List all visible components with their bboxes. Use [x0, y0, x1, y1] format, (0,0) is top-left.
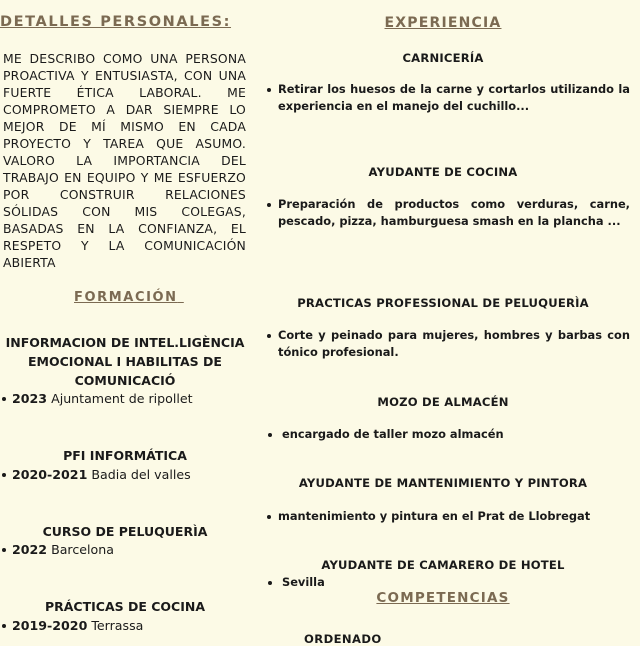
education-item-detail: 2022 Barcelona [2, 542, 114, 557]
job-description: Retirar los huesos de la carne y cortarlos utilizando la experiencia en el manejo del cuchillo... [278, 81, 630, 115]
personal-details-title: DETALLES PERSONALES: [0, 14, 232, 30]
job-description: mantenimiento y pintura en el Prat de Llobregat [278, 508, 630, 525]
job-title: CARNICERÍA [402, 51, 484, 65]
job-title: PRACTICAS PROFESSIONAL DE PELUQUERÌA [297, 296, 589, 310]
job-title: AYUDANTE DE CAMARERO DE HOTEL [321, 558, 565, 572]
job-title: AYUDANTE DE MANTENIMIENTO Y PINTORA [298, 476, 588, 490]
skills-title: COMPETENCIAS [376, 590, 510, 606]
education-item-title: PFI INFORMÁTICA [63, 448, 187, 463]
education-title: FORMACIÓN [74, 290, 178, 305]
education-item-detail: 2023 Ajuntament de ripollet [2, 391, 193, 406]
skill-item: ORDENADO [304, 632, 382, 646]
job-description: Corte y peinado para mujeres, hombres y barbas con tónico profesional. [278, 327, 630, 361]
education-item-title: PRÁCTICAS DE COCINA [44, 599, 206, 614]
education-item-detail: 2019-2020 Terrassa [2, 618, 143, 633]
education-item-detail: 2020-2021 Badia del valles [2, 467, 191, 482]
education-item-title: INFORMACION DE INTEL.LIGÈNCIA EMOCIONAL I HABILITAS DE COMUNICACIÓ [5, 335, 245, 388]
about-paragraph: ME DESCRIBO COMO UNA PERSONA PROACTIVA Y ENTUSIASTA, CON UNA FUERTE ÉTICA LABORAL. ME COMPROMETO A DAR SIEMPRE LO MEJOR DE MÍ MISMO EN CADA PROYECTO Y TAREA QUE ASUMO. VALORO LA IMPORTANCIA DEL TRABAJO EN EQUIPO Y ME ESFUERZO POR CONSTRUIR RELACIONES SÓLIDAS CON MIS COLEGAS, BASADAS EN LA CONFIANZA, EL RESPETO Y LA COMUNICACIÓN ABIERTA [3, 51, 246, 270]
job-description: Sevilla [282, 574, 634, 591]
job-title: AYUDANTE DE COCINA [368, 165, 518, 179]
education-item-title: CURSO DE PELUQUERÌA [42, 524, 208, 539]
job-description: encargado de taller mozo almacén [282, 426, 634, 443]
job-description: Preparación de productos como verduras, carne, pescado, pizza, hamburguesa smash en la plancha ... [278, 196, 630, 230]
experience-title: EXPERIENCIA [384, 15, 502, 31]
job-title: MOZO DE ALMACÉN [377, 395, 509, 409]
